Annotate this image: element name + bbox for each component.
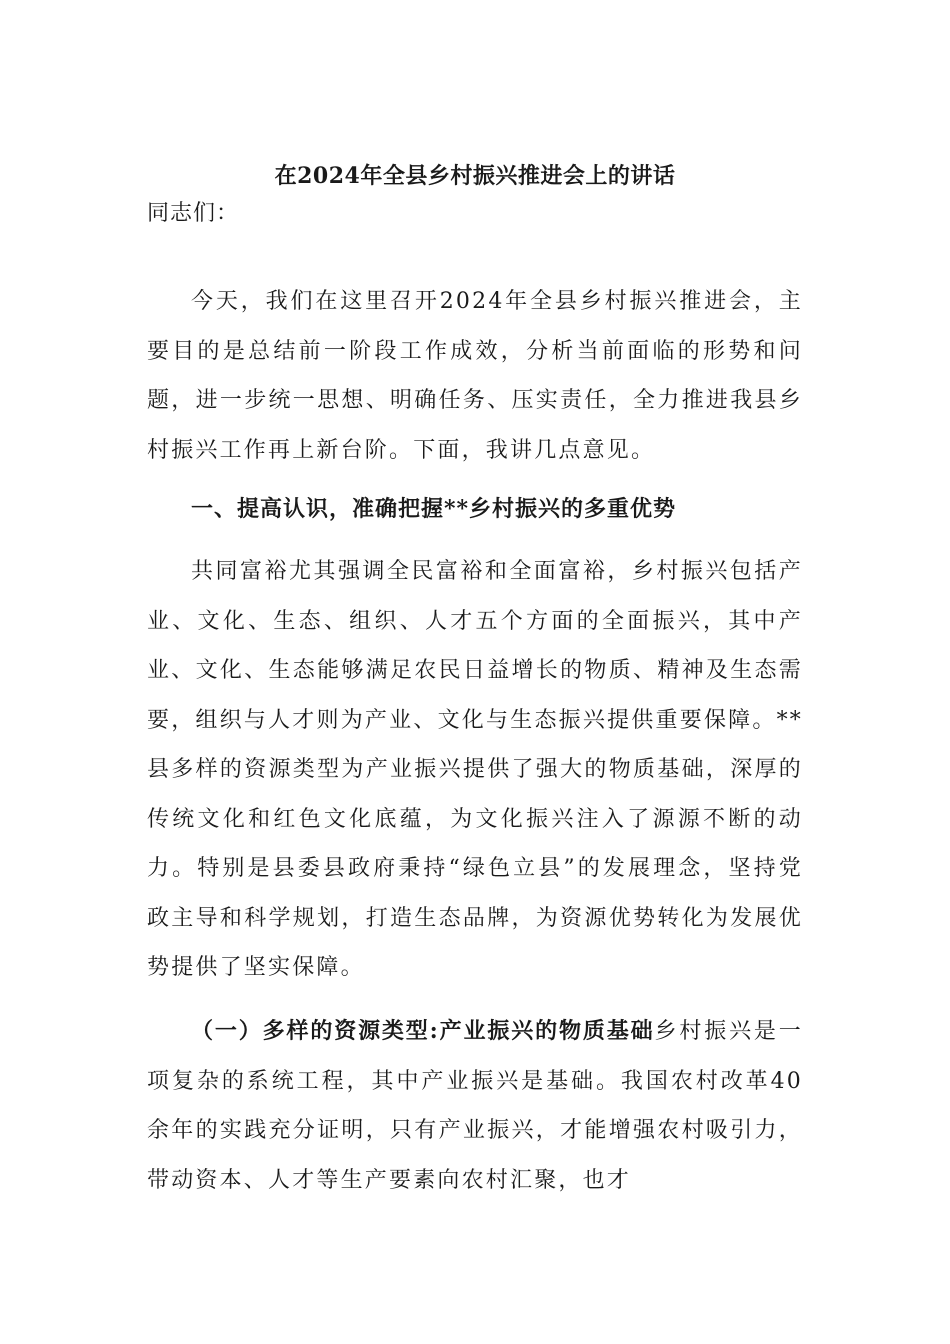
salutation: 同志们： [147, 201, 240, 226]
section-1-paragraph: 共同富裕尤其强调全民富裕和全面富裕，乡村振兴包括产业、文化、生态、组织、人才五个方面的全面振兴，其中产业、文化、生态能够满足农民日益增长的物质、精神及生态需要，组织与人才则为产业、文化与生态振兴提供重要保障。**县多样的资源类型为产业振兴提供了强大的物质基础，深厚的传统文化和红色文化底蕴，为文化振兴注入了源源不断的动力。特别是县委县政府秉持“绿色立县”的发展理念，坚持党政主导和科学规划，打造生态品牌，为资源优势转化为发展优势提供了坚实保障。 [147, 559, 803, 980]
section-heading-1: 一、提高认识，准确把握**乡村振兴的多重优势 [191, 496, 677, 522]
subsection-heading-1: （一）多样的资源类型:产业振兴的物质基础 [191, 1018, 655, 1044]
intro-paragraph: 今天，我们在这里召开2024年全县乡村振兴推进会，主要目的是总结前一阶段工作成效，分析当前面临的形势和问题，进一步统一思想、明确任务、压实责任，全力推进我县乡村振兴工作再上新台阶。下面，我讲几点意见。 [147, 289, 803, 463]
subsection-1-body: 乡村振兴是一项复杂的系统工程，其中产业振兴是基础。我国农村改革40余年的实践充分证明，只有产业振兴，才能增强农村吸引力，带动资本、人才等生产要素向农村汇聚，也才 [147, 1019, 804, 1193]
document-title: 在2024年全县乡村振兴推进会上的讲话 [274, 163, 676, 189]
subsection-1-paragraph [147, 1007, 803, 1205]
